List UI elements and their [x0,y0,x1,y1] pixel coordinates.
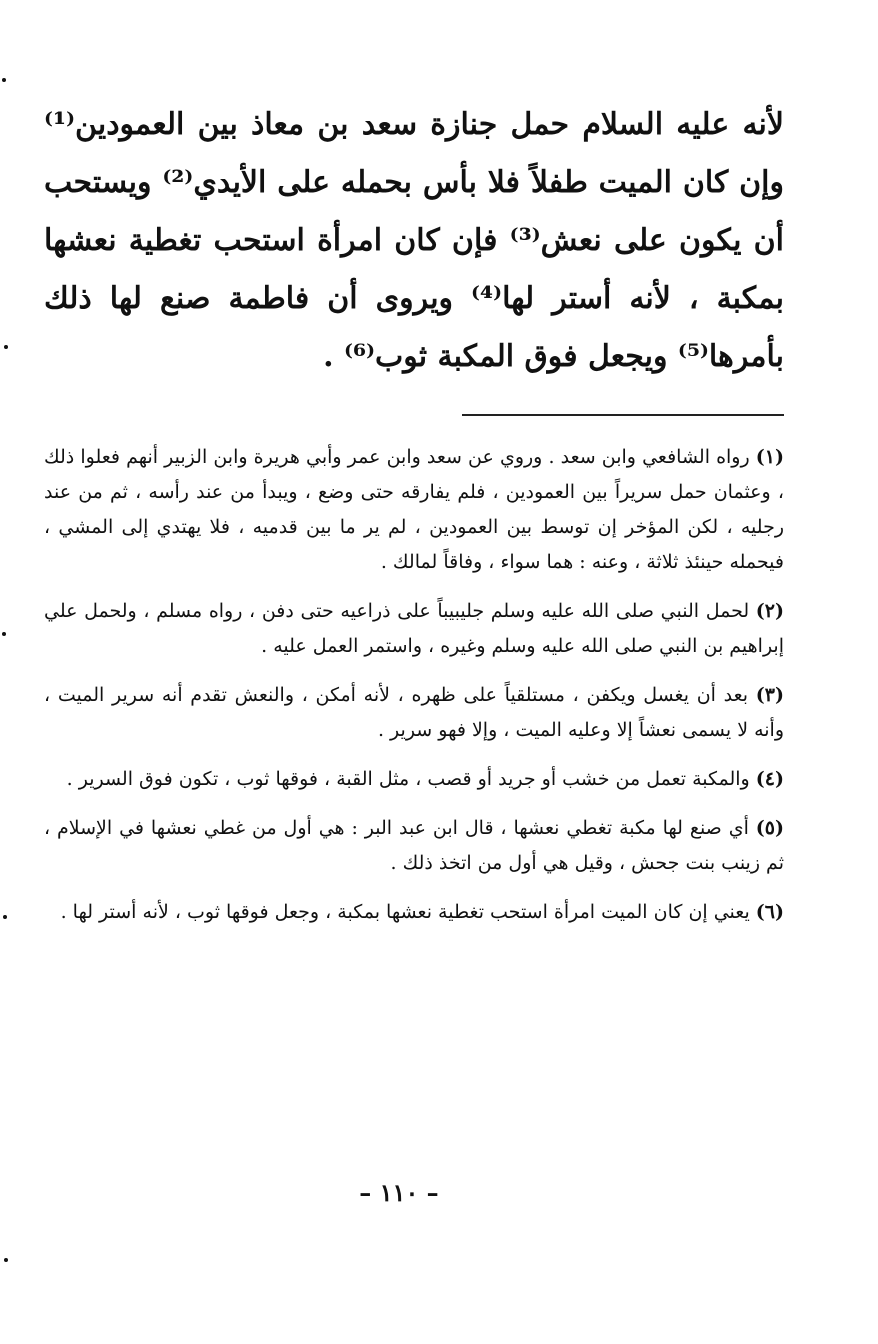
main-paragraph: لأنه عليه السلام حمل جنازة سعد بن معاذ بين العمودين⁽¹⁾ وإن كان الميت طفلاً فلا بأس بحمله على الأيدي⁽²⁾ ويستحب أن يكون على نعش⁽³⁾ فإن كان امرأة استحب تغطية نعشها بمكبة ، لأنه أستر لها⁽⁴⁾ ويروى أن فاطمة صنع لها ذلك بأمرها⁽⁵⁾ ويجعل فوق المكبة ثوب⁽⁶⁾ . [44,107,784,374]
footnote-3 [44,678,784,748]
footnote-number: (٣) [755,684,784,706]
footnote-1 [44,440,784,580]
footnote-number: (٥) [755,817,784,839]
footnote-2 [44,594,784,664]
scan-margin-mark [2,632,6,636]
main-text-block [44,96,784,386]
footnote-text: يعني إن كان الميت امرأة استحب تغطية نعشها بمكبة ، وجعل فوقها ثوب ، لأنه أستر لها . [60,901,750,923]
footnote-5 [44,811,784,881]
footnote-number: (٢) [755,600,784,622]
scan-margin-mark [4,345,8,349]
footnotes-section [44,440,784,944]
scan-margin-mark [2,78,6,82]
footnote-number: (١) [755,446,784,468]
footnote-number: (٦) [755,901,784,923]
footnote-number: (٤) [755,768,784,790]
scan-margin-mark [4,1258,8,1262]
footnote-4 [44,762,784,797]
footnote-text: لحمل النبي صلى الله عليه وسلم جليبيباً على ذراعيه حتى دفن ، رواه مسلم ، ولحمل علي إبراهيم بن النبي صلى الله عليه وسلم وغيره ، واستمر العمل عليه . [44,600,784,657]
footnote-separator [462,414,784,416]
footnote-6 [44,895,784,930]
page-number: – ١١٠ – [359,1178,439,1207]
footnote-text: أي صنع لها مكبة تغطي نعشها ، قال ابن عبد البر : هي أول من غطي نعشها في الإسلام ، ثم زينب بنت جحش ، وقيل هي أول من اتخذ ذلك . [44,817,784,874]
footnote-text: بعد أن يغسل ويكفن ، مستلقياً على ظهره ، لأنه أمكن ، والنعش تقدم أنه سرير الميت ، وأنه لا يسمى نعشاً إلا وعليه الميت ، وإلا فهو سرير . [44,684,784,741]
footnote-text: والمكبة تعمل من خشب أو جريد أو قصب ، مثل القبة ، فوقها ثوب ، تكون فوق السرير . [66,768,750,790]
scan-margin-mark [3,915,7,919]
footnote-text: رواه الشافعي وابن سعد . وروي عن سعد وابن عمر وأبي هريرة وابن الزبير أنهم فعلوا ذلك ، وعثمان حمل سريراً بين العمودين ، فلم يفارقه حتى وضع ، ويبدأ من عند رأسه ، ثم من عند رجليه ، لكن المؤخر إن توسط بين العمودين ، لم ير ما بين قدميه ، فلا يهتدي إلى المشي ، فيحمله حينئذ ثلاثة ، وعنه : هما سواء ، وفاقاً لمالك . [44,446,784,573]
